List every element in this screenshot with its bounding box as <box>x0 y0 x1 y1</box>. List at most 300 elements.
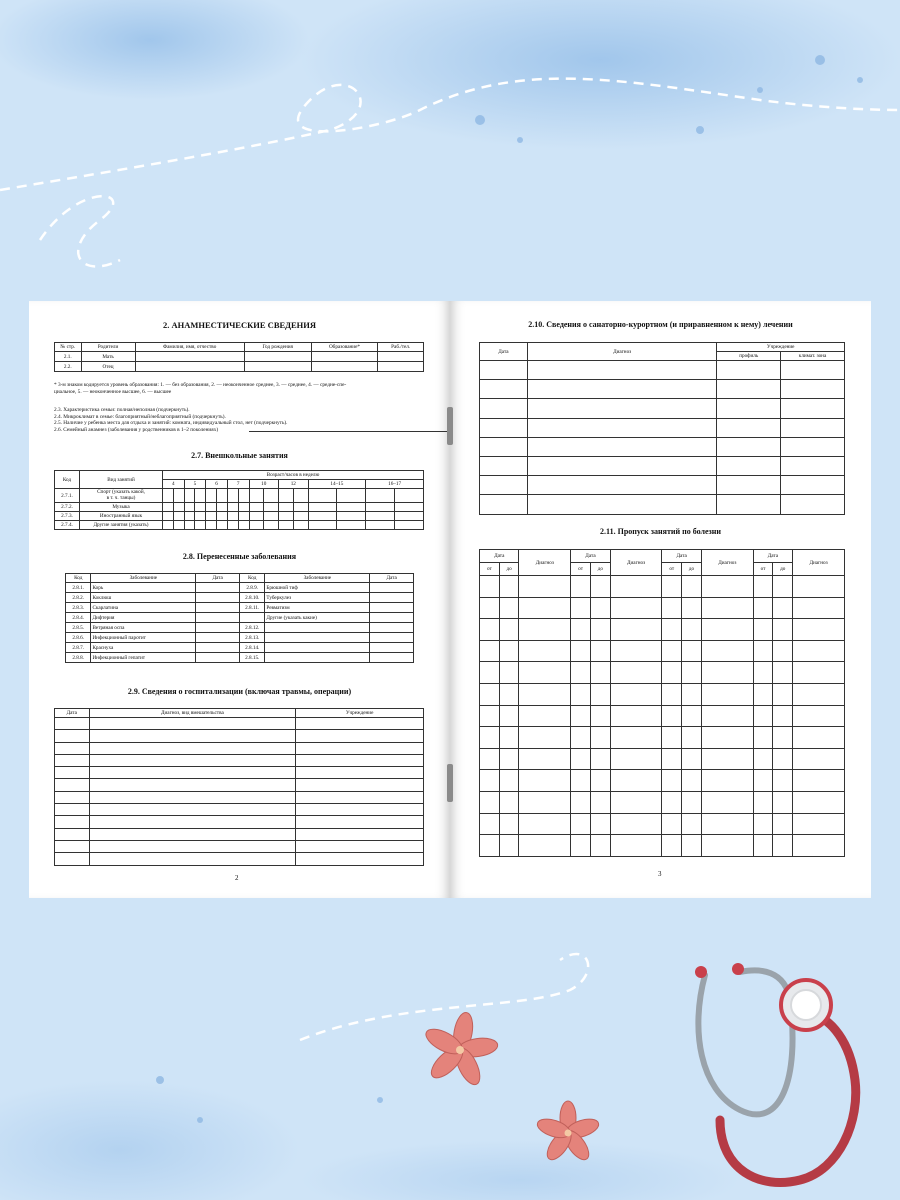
input-cell[interactable] <box>571 727 591 749</box>
input-cell[interactable] <box>781 456 845 475</box>
input-cell[interactable] <box>662 662 682 684</box>
input-cell[interactable] <box>519 597 571 619</box>
input-cell[interactable] <box>163 503 174 512</box>
input-cell[interactable] <box>227 521 238 530</box>
input-cell[interactable] <box>701 597 753 619</box>
input-cell[interactable] <box>793 683 845 705</box>
input-cell[interactable] <box>196 603 240 613</box>
input-cell[interactable] <box>519 835 571 857</box>
input-cell[interactable] <box>717 456 781 475</box>
input-cell[interactable] <box>279 512 294 521</box>
input-cell[interactable] <box>249 503 264 512</box>
input-cell[interactable] <box>206 512 217 521</box>
input-cell[interactable] <box>781 418 845 437</box>
input-cell[interactable] <box>480 835 500 857</box>
input-cell[interactable] <box>480 748 500 770</box>
input-cell[interactable] <box>527 456 717 475</box>
input-cell[interactable] <box>773 770 793 792</box>
input-cell[interactable] <box>499 748 519 770</box>
anamnesis-input-line[interactable] <box>249 431 449 432</box>
input-cell[interactable] <box>370 593 414 603</box>
input-cell[interactable] <box>480 770 500 792</box>
input-cell[interactable] <box>195 521 206 530</box>
input-cell[interactable] <box>571 640 591 662</box>
input-cell[interactable] <box>499 662 519 684</box>
input-cell[interactable] <box>370 653 414 663</box>
input-cell[interactable] <box>590 770 610 792</box>
input-cell[interactable] <box>480 791 500 813</box>
input-cell[interactable] <box>753 835 773 857</box>
row-label[interactable] <box>265 623 370 633</box>
input-cell[interactable] <box>662 705 682 727</box>
input-cell[interactable] <box>717 418 781 437</box>
input-cell[interactable] <box>337 521 366 530</box>
input-cell[interactable] <box>249 489 264 503</box>
input-cell[interactable] <box>499 770 519 792</box>
input-cell[interactable] <box>264 521 279 530</box>
input-cell[interactable] <box>519 683 571 705</box>
input-cell[interactable] <box>519 619 571 641</box>
input-cell[interactable] <box>370 623 414 633</box>
input-cell[interactable] <box>55 779 90 791</box>
input-cell[interactable] <box>217 489 228 503</box>
input-cell[interactable] <box>55 754 90 766</box>
input-cell[interactable] <box>378 362 424 372</box>
input-cell[interactable] <box>163 489 174 503</box>
input-cell[interactable] <box>682 576 702 598</box>
input-cell[interactable] <box>308 521 337 530</box>
input-cell[interactable] <box>590 835 610 857</box>
input-cell[interactable] <box>519 727 571 749</box>
input-cell[interactable] <box>527 437 717 456</box>
input-cell[interactable] <box>793 791 845 813</box>
input-cell[interactable] <box>682 791 702 813</box>
input-cell[interactable] <box>195 503 206 512</box>
input-cell[interactable] <box>89 804 296 816</box>
input-cell[interactable] <box>717 495 781 514</box>
input-cell[interactable] <box>662 748 682 770</box>
input-cell[interactable] <box>701 835 753 857</box>
input-cell[interactable] <box>662 619 682 641</box>
input-cell[interactable] <box>662 835 682 857</box>
input-cell[interactable] <box>571 748 591 770</box>
input-cell[interactable] <box>378 352 424 362</box>
input-cell[interactable] <box>571 835 591 857</box>
input-cell[interactable] <box>279 489 294 503</box>
input-cell[interactable] <box>238 521 249 530</box>
input-cell[interactable] <box>571 619 591 641</box>
input-cell[interactable] <box>773 576 793 598</box>
input-cell[interactable] <box>590 640 610 662</box>
input-cell[interactable] <box>519 791 571 813</box>
input-cell[interactable] <box>590 597 610 619</box>
input-cell[interactable] <box>196 653 240 663</box>
input-cell[interactable] <box>781 495 845 514</box>
input-cell[interactable] <box>206 503 217 512</box>
input-cell[interactable] <box>296 742 424 754</box>
input-cell[interactable] <box>590 813 610 835</box>
input-cell[interactable] <box>217 503 228 512</box>
input-cell[interactable] <box>662 640 682 662</box>
input-cell[interactable] <box>662 683 682 705</box>
input-cell[interactable] <box>311 362 378 372</box>
input-cell[interactable] <box>480 727 500 749</box>
input-cell[interactable] <box>279 503 294 512</box>
input-cell[interactable] <box>662 770 682 792</box>
input-cell[interactable] <box>89 853 296 865</box>
input-cell[interactable] <box>527 399 717 418</box>
input-cell[interactable] <box>55 718 90 730</box>
input-cell[interactable] <box>163 512 174 521</box>
input-cell[interactable] <box>793 576 845 598</box>
input-cell[interactable] <box>519 640 571 662</box>
input-cell[interactable] <box>184 489 195 503</box>
input-cell[interactable] <box>89 791 296 803</box>
input-cell[interactable] <box>293 489 308 503</box>
input-cell[interactable] <box>296 816 424 828</box>
input-cell[interactable] <box>244 362 311 372</box>
input-cell[interactable] <box>279 521 294 530</box>
input-cell[interactable] <box>753 597 773 619</box>
input-cell[interactable] <box>480 683 500 705</box>
input-cell[interactable] <box>196 623 240 633</box>
input-cell[interactable] <box>217 521 228 530</box>
input-cell[interactable] <box>238 512 249 521</box>
row-label[interactable] <box>265 653 370 663</box>
input-cell[interactable] <box>717 476 781 495</box>
input-cell[interactable] <box>590 662 610 684</box>
input-cell[interactable] <box>264 512 279 521</box>
input-cell[interactable] <box>249 521 264 530</box>
input-cell[interactable] <box>701 640 753 662</box>
input-cell[interactable] <box>499 705 519 727</box>
input-cell[interactable] <box>519 748 571 770</box>
input-cell[interactable] <box>781 380 845 399</box>
input-cell[interactable] <box>308 489 337 503</box>
input-cell[interactable] <box>571 705 591 727</box>
input-cell[interactable] <box>662 576 682 598</box>
input-cell[interactable] <box>781 361 845 380</box>
input-cell[interactable] <box>753 748 773 770</box>
input-cell[interactable] <box>610 791 662 813</box>
input-cell[interactable] <box>682 619 702 641</box>
input-cell[interactable] <box>296 730 424 742</box>
input-cell[interactable] <box>55 742 90 754</box>
input-cell[interactable] <box>184 503 195 512</box>
input-cell[interactable] <box>610 683 662 705</box>
input-cell[interactable] <box>238 489 249 503</box>
input-cell[interactable] <box>682 662 702 684</box>
input-cell[interactable] <box>701 727 753 749</box>
input-cell[interactable] <box>311 352 378 362</box>
input-cell[interactable] <box>480 437 528 456</box>
input-cell[interactable] <box>773 619 793 641</box>
input-cell[interactable] <box>370 603 414 613</box>
input-cell[interactable] <box>480 662 500 684</box>
input-cell[interactable] <box>55 804 90 816</box>
input-cell[interactable] <box>527 476 717 495</box>
input-cell[interactable] <box>793 662 845 684</box>
input-cell[interactable] <box>753 619 773 641</box>
input-cell[interactable] <box>527 418 717 437</box>
input-cell[interactable] <box>773 791 793 813</box>
input-cell[interactable] <box>196 593 240 603</box>
input-cell[interactable] <box>499 619 519 641</box>
input-cell[interactable] <box>89 816 296 828</box>
input-cell[interactable] <box>610 748 662 770</box>
input-cell[interactable] <box>55 767 90 779</box>
input-cell[interactable] <box>480 705 500 727</box>
input-cell[interactable] <box>370 643 414 653</box>
input-cell[interactable] <box>682 813 702 835</box>
input-cell[interactable] <box>480 813 500 835</box>
input-cell[interactable] <box>337 489 366 503</box>
input-cell[interactable] <box>753 640 773 662</box>
input-cell[interactable] <box>89 840 296 852</box>
input-cell[interactable] <box>682 835 702 857</box>
input-cell[interactable] <box>610 640 662 662</box>
input-cell[interactable] <box>781 399 845 418</box>
input-cell[interactable] <box>89 779 296 791</box>
input-cell[interactable] <box>499 597 519 619</box>
input-cell[interactable] <box>499 576 519 598</box>
input-cell[interactable] <box>610 770 662 792</box>
input-cell[interactable] <box>366 489 395 503</box>
input-cell[interactable] <box>701 770 753 792</box>
input-cell[interactable] <box>610 727 662 749</box>
input-cell[interactable] <box>793 597 845 619</box>
input-cell[interactable] <box>173 503 184 512</box>
input-cell[interactable] <box>55 853 90 865</box>
input-cell[interactable] <box>701 791 753 813</box>
input-cell[interactable] <box>55 840 90 852</box>
input-cell[interactable] <box>773 705 793 727</box>
input-cell[interactable] <box>227 503 238 512</box>
input-cell[interactable] <box>480 597 500 619</box>
input-cell[interactable] <box>571 597 591 619</box>
input-cell[interactable] <box>196 643 240 653</box>
input-cell[interactable] <box>793 770 845 792</box>
input-cell[interactable] <box>682 748 702 770</box>
input-cell[interactable] <box>519 705 571 727</box>
input-cell[interactable] <box>206 521 217 530</box>
input-cell[interactable] <box>610 619 662 641</box>
input-cell[interactable] <box>55 828 90 840</box>
input-cell[interactable] <box>366 512 395 521</box>
input-cell[interactable] <box>610 835 662 857</box>
input-cell[interactable] <box>753 770 773 792</box>
input-cell[interactable] <box>590 619 610 641</box>
input-cell[interactable] <box>610 576 662 598</box>
input-cell[interactable] <box>682 640 702 662</box>
input-cell[interactable] <box>753 791 773 813</box>
input-cell[interactable] <box>89 754 296 766</box>
input-cell[interactable] <box>753 662 773 684</box>
input-cell[interactable] <box>519 662 571 684</box>
input-cell[interactable] <box>753 705 773 727</box>
input-cell[interactable] <box>793 705 845 727</box>
input-cell[interactable] <box>590 727 610 749</box>
input-cell[interactable] <box>55 791 90 803</box>
input-cell[interactable] <box>296 779 424 791</box>
input-cell[interactable] <box>682 683 702 705</box>
input-cell[interactable] <box>196 583 240 593</box>
input-cell[interactable] <box>337 512 366 521</box>
input-cell[interactable] <box>662 727 682 749</box>
input-cell[interactable] <box>293 503 308 512</box>
input-cell[interactable] <box>480 399 528 418</box>
input-cell[interactable] <box>773 683 793 705</box>
input-cell[interactable] <box>480 495 528 514</box>
input-cell[interactable] <box>571 662 591 684</box>
input-cell[interactable] <box>499 835 519 857</box>
input-cell[interactable] <box>781 476 845 495</box>
input-cell[interactable] <box>701 683 753 705</box>
input-cell[interactable] <box>793 640 845 662</box>
input-cell[interactable] <box>499 813 519 835</box>
input-cell[interactable] <box>55 730 90 742</box>
input-cell[interactable] <box>590 683 610 705</box>
input-cell[interactable] <box>753 727 773 749</box>
input-cell[interactable] <box>793 727 845 749</box>
input-cell[interactable] <box>793 813 845 835</box>
input-cell[interactable] <box>610 662 662 684</box>
input-cell[interactable] <box>753 683 773 705</box>
input-cell[interactable] <box>195 512 206 521</box>
input-cell[interactable] <box>395 512 424 521</box>
input-cell[interactable] <box>499 640 519 662</box>
input-cell[interactable] <box>610 705 662 727</box>
input-cell[interactable] <box>499 791 519 813</box>
input-cell[interactable] <box>480 380 528 399</box>
input-cell[interactable] <box>793 619 845 641</box>
input-cell[interactable] <box>337 503 366 512</box>
input-cell[interactable] <box>173 489 184 503</box>
input-cell[interactable] <box>773 835 793 857</box>
input-cell[interactable] <box>717 399 781 418</box>
input-cell[interactable] <box>519 576 571 598</box>
input-cell[interactable] <box>296 767 424 779</box>
input-cell[interactable] <box>590 748 610 770</box>
input-cell[interactable] <box>773 748 793 770</box>
input-cell[interactable] <box>308 503 337 512</box>
input-cell[interactable] <box>89 718 296 730</box>
input-cell[interactable] <box>701 748 753 770</box>
input-cell[interactable] <box>701 619 753 641</box>
input-cell[interactable] <box>571 576 591 598</box>
input-cell[interactable] <box>135 352 244 362</box>
input-cell[interactable] <box>217 512 228 521</box>
input-cell[interactable] <box>370 633 414 643</box>
row-label[interactable] <box>265 633 370 643</box>
input-cell[interactable] <box>296 718 424 730</box>
input-cell[interactable] <box>527 380 717 399</box>
input-cell[interactable] <box>163 521 174 530</box>
row-label[interactable] <box>265 643 370 653</box>
input-cell[interactable] <box>244 352 311 362</box>
input-cell[interactable] <box>173 521 184 530</box>
input-cell[interactable] <box>682 705 702 727</box>
input-cell[interactable] <box>296 840 424 852</box>
input-cell[interactable] <box>793 748 845 770</box>
input-cell[interactable] <box>227 489 238 503</box>
input-cell[interactable] <box>662 791 682 813</box>
input-cell[interactable] <box>89 742 296 754</box>
input-cell[interactable] <box>293 512 308 521</box>
input-cell[interactable] <box>527 495 717 514</box>
input-cell[interactable] <box>296 754 424 766</box>
input-cell[interactable] <box>773 813 793 835</box>
input-cell[interactable] <box>89 828 296 840</box>
input-cell[interactable] <box>370 583 414 593</box>
input-cell[interactable] <box>296 828 424 840</box>
input-cell[interactable] <box>701 662 753 684</box>
input-cell[interactable] <box>480 576 500 598</box>
input-cell[interactable] <box>717 361 781 380</box>
input-cell[interactable] <box>717 437 781 456</box>
input-cell[interactable] <box>196 613 240 623</box>
input-cell[interactable] <box>55 816 90 828</box>
input-cell[interactable] <box>480 418 528 437</box>
input-cell[interactable] <box>781 437 845 456</box>
input-cell[interactable] <box>135 362 244 372</box>
input-cell[interactable] <box>682 770 702 792</box>
input-cell[interactable] <box>571 813 591 835</box>
input-cell[interactable] <box>206 489 217 503</box>
input-cell[interactable] <box>238 503 249 512</box>
input-cell[interactable] <box>480 361 528 380</box>
input-cell[interactable] <box>662 597 682 619</box>
input-cell[interactable] <box>395 503 424 512</box>
input-cell[interactable] <box>701 813 753 835</box>
input-cell[interactable] <box>366 521 395 530</box>
input-cell[interactable] <box>571 683 591 705</box>
input-cell[interactable] <box>519 813 571 835</box>
input-cell[interactable] <box>370 613 414 623</box>
input-cell[interactable] <box>480 619 500 641</box>
input-cell[interactable] <box>499 727 519 749</box>
input-cell[interactable] <box>773 727 793 749</box>
input-cell[interactable] <box>249 512 264 521</box>
input-cell[interactable] <box>682 727 702 749</box>
input-cell[interactable] <box>590 576 610 598</box>
input-cell[interactable] <box>308 512 337 521</box>
input-cell[interactable] <box>296 791 424 803</box>
input-cell[interactable] <box>293 521 308 530</box>
input-cell[interactable] <box>701 576 753 598</box>
input-cell[interactable] <box>227 512 238 521</box>
input-cell[interactable] <box>571 770 591 792</box>
input-cell[interactable] <box>773 640 793 662</box>
input-cell[interactable] <box>89 730 296 742</box>
input-cell[interactable] <box>480 476 528 495</box>
input-cell[interactable] <box>519 770 571 792</box>
input-cell[interactable] <box>395 489 424 503</box>
input-cell[interactable] <box>195 489 206 503</box>
input-cell[interactable] <box>753 813 773 835</box>
input-cell[interactable] <box>662 813 682 835</box>
input-cell[interactable] <box>701 705 753 727</box>
input-cell[interactable] <box>264 503 279 512</box>
input-cell[interactable] <box>610 813 662 835</box>
input-cell[interactable] <box>753 576 773 598</box>
input-cell[interactable] <box>366 503 395 512</box>
input-cell[interactable] <box>196 633 240 643</box>
input-cell[interactable] <box>773 597 793 619</box>
input-cell[interactable] <box>184 521 195 530</box>
input-cell[interactable] <box>480 640 500 662</box>
input-cell[interactable] <box>480 456 528 475</box>
